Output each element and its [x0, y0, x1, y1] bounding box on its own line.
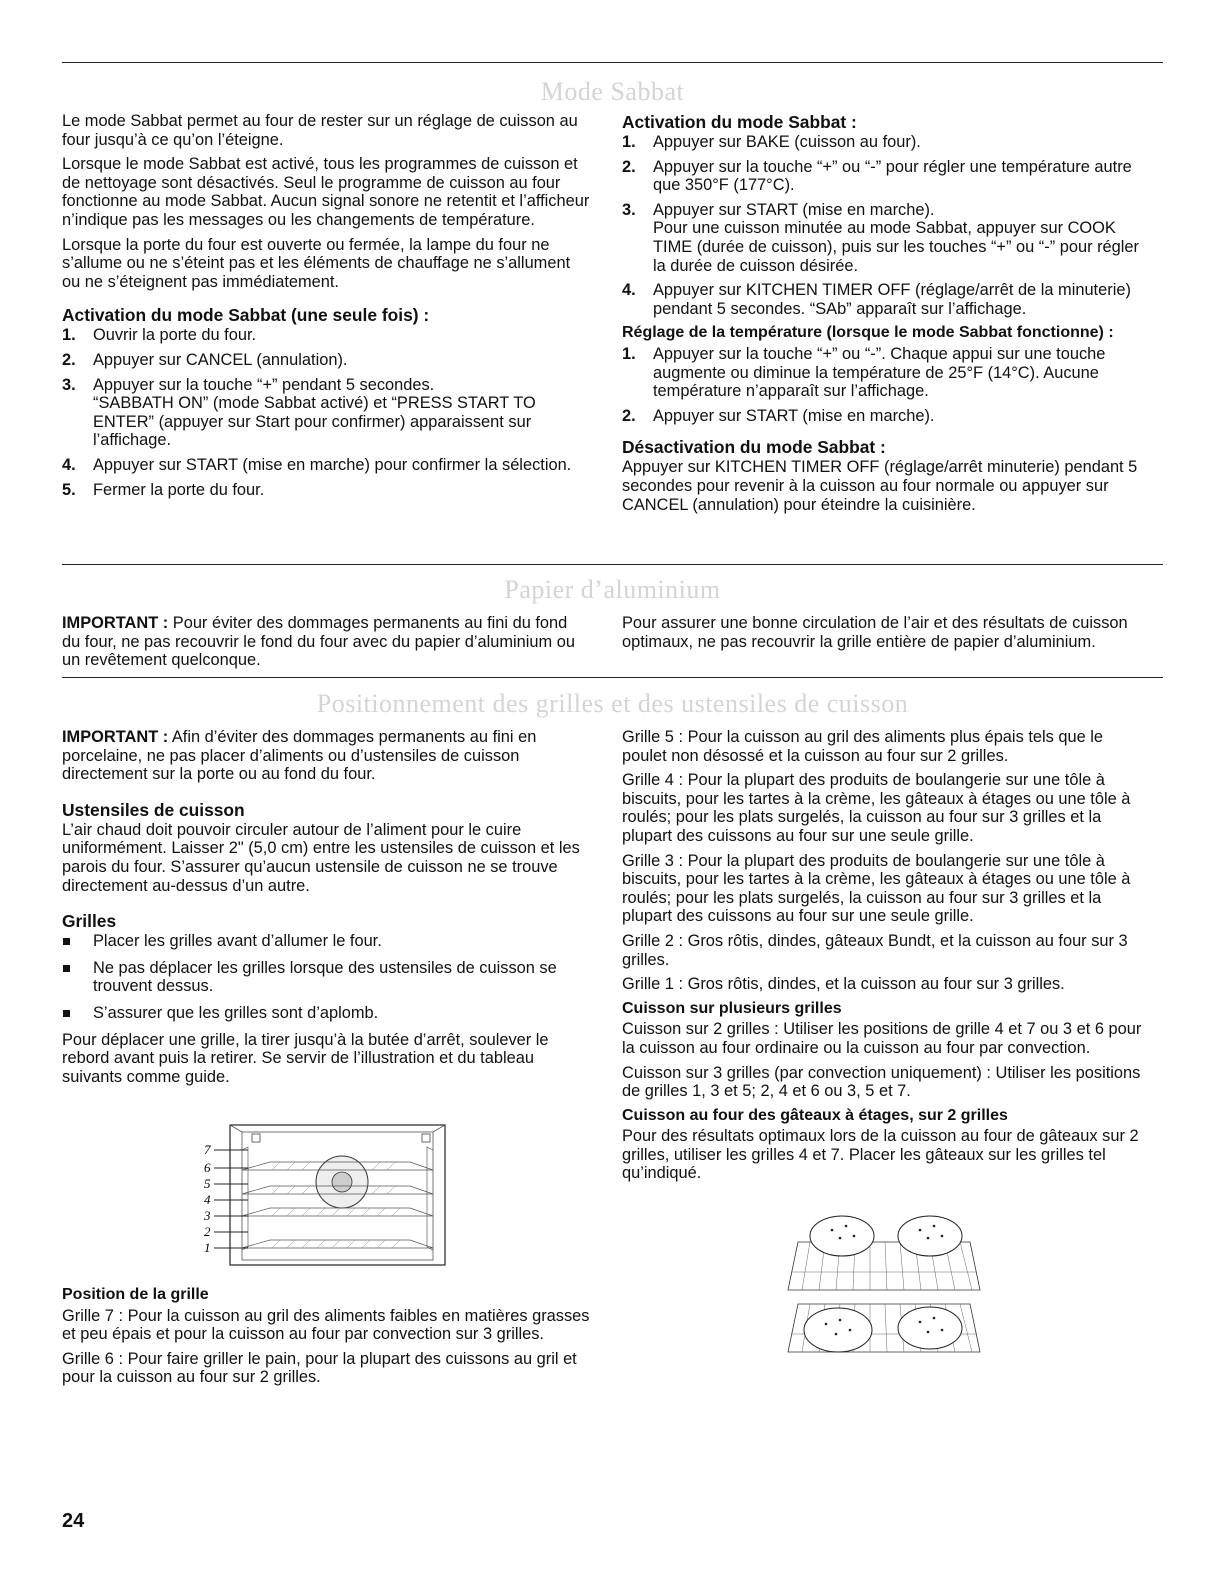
rack-number-label: 6	[204, 1160, 211, 1175]
list-item: S’assurer que les grilles sont d’aplomb.	[62, 1004, 590, 1023]
list-item: 2. Appuyer sur START (mise en marche).	[622, 406, 935, 425]
rack-number-label: 5	[204, 1176, 211, 1191]
list-item: Placer les grilles avant d’allumer le four.	[62, 932, 590, 951]
foil-right-column	[622, 614, 1150, 657]
grilles-bullets	[62, 932, 590, 1022]
sabbat-once-steps	[62, 326, 590, 499]
sabbat-deactivation-heading: Désactivation du mode Sabbat :	[622, 437, 886, 458]
multi-rack-text-2: Cuisson sur 3 grilles (par convection uniquement) : Utiliser les positions de grilles 1, 3 et 5; 2, 4 et 6 ou 3, 5 et 7.	[622, 1063, 1141, 1101]
grille-3-text: Grille 3 : Pour la plupart des produits de boulangerie sur une tôle à biscuits, pour les tartes à la crème, les gâteaux à étages ou une tôle à roulés; pour les plats surgelés, la cuisson au four sur 3 grilles et la plupart des cuissons au four sur une seule grille.	[622, 851, 1131, 926]
page-number: 24	[62, 1510, 85, 1532]
oven-rack-illustration	[200, 1120, 450, 1270]
sabbat-right-column	[622, 112, 1150, 520]
list-item: 5. Fermer la porte du four.	[62, 480, 265, 499]
list-item: 4. Appuyer sur KITCHEN TIMER OFF (réglage/arrêt de la minuterie) pendant 5 secondes. “SAb” apparaît sur l’affichage.	[622, 281, 1131, 318]
move-rack-text: Pour déplacer une grille, la tirer jusqu’à la butée d’arrêt, soulever le rebord avant puis la retirer. Se servir de l’illustration et du tableau suivants comme guide.	[62, 1030, 549, 1086]
section-title-sabbat: Mode Sabbat	[540, 77, 685, 106]
sabbat-activation-heading: Activation du mode Sabbat :	[622, 112, 857, 132]
list-item: 3. Appuyer sur START (mise en marche). Pour une cuisson minutée au mode Sabbat, appuyer sur COOK TIME (durée de cuisson), puis sur les touches “+” ou “-” pour régler la durée de cuisson désirée.	[622, 200, 1139, 275]
list-item: 1. Appuyer sur BAKE (cuisson au four).	[622, 133, 921, 151]
multi-rack-text-1: Cuisson sur 2 grilles : Utiliser les positions de grille 4 et 7 ou 3 et 6 pour la cuisson au four ordinaire ou la cuisson au four par convection.	[622, 1020, 1142, 1057]
utensils-heading: Ustensiles de cuisson	[62, 799, 245, 820]
important-label: IMPORTANT :	[62, 728, 169, 746]
foil-warning-text: Pour éviter des dommages permanents au fini du fond du four, ne pas recouvrir le fond du four avec du papier d’aluminium ou un revêtement quelconque.	[62, 614, 575, 670]
grille-7-text: Grille 7 : Pour la cuisson au gril des aliments faibles en matières grasses et peu épais et pour la cuisson au four par convection sur 3 grilles.	[62, 1306, 590, 1344]
list-item: 1. Appuyer sur la touche “+” ou “-”. Chaque appui sur une touche augmente ou diminue la température de 25°F (14°C). Aucune température n’apparaît sur l’affichage.	[622, 344, 1106, 401]
top-rule	[62, 62, 1163, 63]
sabbat-intro-3: Lorsque la porte du four est ouverte ou fermée, la lampe du four ne s’allume ou ne s’éteint pas et les éléments de chauffage ne s’allument ou ne s’éteignent pas immédiatement.	[62, 235, 571, 291]
utensils-text: L’air chaud doit pouvoir circuler autour de l’aliment pour le cuire uniformément. Laisser 2" (5,0 cm) entre les ustensiles de cuisson et les parois du four. S’assurer qu’aucun ustensile de cuisson ne se trouve directement au-dessus d’un autre.	[62, 820, 580, 895]
sabbat-temp-steps	[622, 345, 1150, 425]
sabbat-once-heading: Activation du mode Sabbat (une seule fois) :	[62, 305, 430, 326]
racks-left-column-top	[62, 728, 590, 1092]
racks-warning-text: Afin d’éviter des dommages permanents au fini en porcelaine, ne pas placer d’aliments ou d’ustensiles de cuisson directement sur la porte ou au fond du four.	[62, 728, 537, 784]
grille-6-text: Grille 6 : Pour faire griller le pain, pour la plupart des cuissons au gril et pour la cuisson au four sur 2 grilles.	[62, 1349, 577, 1387]
grilles-heading: Grilles	[62, 911, 117, 932]
rack-number-label: 1	[204, 1240, 211, 1255]
grille-2-text: Grille 2 : Gros rôtis, dindes, gâteaux Bundt, et la cuisson au four sur 3 grilles.	[622, 931, 1128, 969]
list-item: 4. Appuyer sur START (mise en marche) pour confirmer la sélection.	[62, 455, 572, 474]
list-item: 2. Appuyer sur CANCEL (annulation).	[62, 350, 348, 369]
layer-cakes-heading: Cuisson au four des gâteaux à étages, sur 2 grilles	[622, 1106, 1008, 1124]
sabbat-left-column	[62, 112, 590, 505]
sabbat-activation-steps	[622, 133, 1150, 318]
sabbat-deactivation-text: Appuyer sur KITCHEN TIMER OFF (réglage/arrêt minuterie) pendant 5 secondes pour revenir à la cuisson au four normale ou appuyer sur CANCEL (annulation) pour éteindre la cuisinière.	[622, 458, 1138, 514]
sabbat-intro-1: Le mode Sabbat permet au four de rester sur un réglage de cuisson au four jusqu’à ce qu’on l’éteigne.	[62, 112, 578, 149]
racks-right-column	[622, 728, 1150, 1189]
section-title-racks: Positionnement des grilles et des ustensiles de cuisson	[316, 689, 909, 718]
list-item: 1. Ouvrir la porte du four.	[62, 326, 257, 345]
important-label: IMPORTANT :	[62, 614, 169, 632]
racks-left-column-bottom	[62, 1286, 590, 1393]
list-item: Ne pas déplacer les grilles lorsque des ustensiles de cuisson se trouvent dessus.	[62, 959, 590, 996]
rack-number-label: 3	[204, 1208, 211, 1223]
sabbat-temp-heading: Réglage de la température (lorsque le mode Sabbat fonctionne) :	[622, 324, 1114, 342]
position-heading: Position de la grille	[62, 1286, 209, 1303]
cakes-on-racks-illustration	[780, 1212, 990, 1372]
section-rule	[62, 564, 1163, 565]
grille-1-text: Grille 1 : Gros rôtis, dindes, et la cuisson au four sur 3 grilles.	[622, 975, 1065, 994]
section-title-foil: Papier d’aluminium	[504, 575, 721, 604]
list-item: 3. Appuyer sur la touche “+” pendant 5 secondes. “SABBATH ON” (mode Sabbat activé) et “PRESS START TO ENTER” (appuyer sur Start pour confirmer) apparaissent sur l’affichage.	[62, 375, 536, 450]
rack-number-label: 2	[204, 1224, 211, 1239]
foil-left-column	[62, 614, 590, 676]
grille-4-text: Grille 4 : Pour la plupart des produits de boulangerie sur une tôle à biscuits, pour les tartes à la crème, les gâteaux à étages ou une tôle à roulés; pour les plats surgelés, la cuisson au four sur 3 grilles et la plupart des cuissons au four sur une seule grille.	[622, 771, 1131, 845]
section-rule	[62, 677, 1163, 678]
rack-number-label: 4	[204, 1192, 211, 1207]
grille-5-text: Grille 5 : Pour la cuisson au gril des aliments plus épais tels que le poulet non désossé et la cuisson au four sur 2 grilles.	[622, 728, 1104, 765]
layer-cakes-text: Pour des résultats optimaux lors de la cuisson au four de gâteaux sur 2 grilles, utiliser les grilles 4 et 7. Placer les gâteaux sur les grilles tel qu’indiqué.	[622, 1127, 1139, 1183]
sabbat-intro-2: Lorsque le mode Sabbat est activé, tous les programmes de cuisson et de nettoyage sont désactivés. Seul le programme de cuisson au four fonctionne au mode Sabbat. Aucun signal sonore ne retentit et l’afficheur n’indique pas les messages ou les changements de température.	[62, 155, 590, 229]
list-item: 2. Appuyer sur la touche “+” ou “-” pour régler une température autre que 350°F (177°C).	[622, 157, 1132, 195]
rack-number-label: 7	[204, 1142, 211, 1157]
foil-right-text: Pour assurer une bonne circulation de l’air et des résultats de cuisson optimaux, ne pas recouvrir la grille entière de papier d’aluminium.	[622, 614, 1128, 651]
multi-rack-heading: Cuisson sur plusieurs grilles	[622, 999, 842, 1017]
